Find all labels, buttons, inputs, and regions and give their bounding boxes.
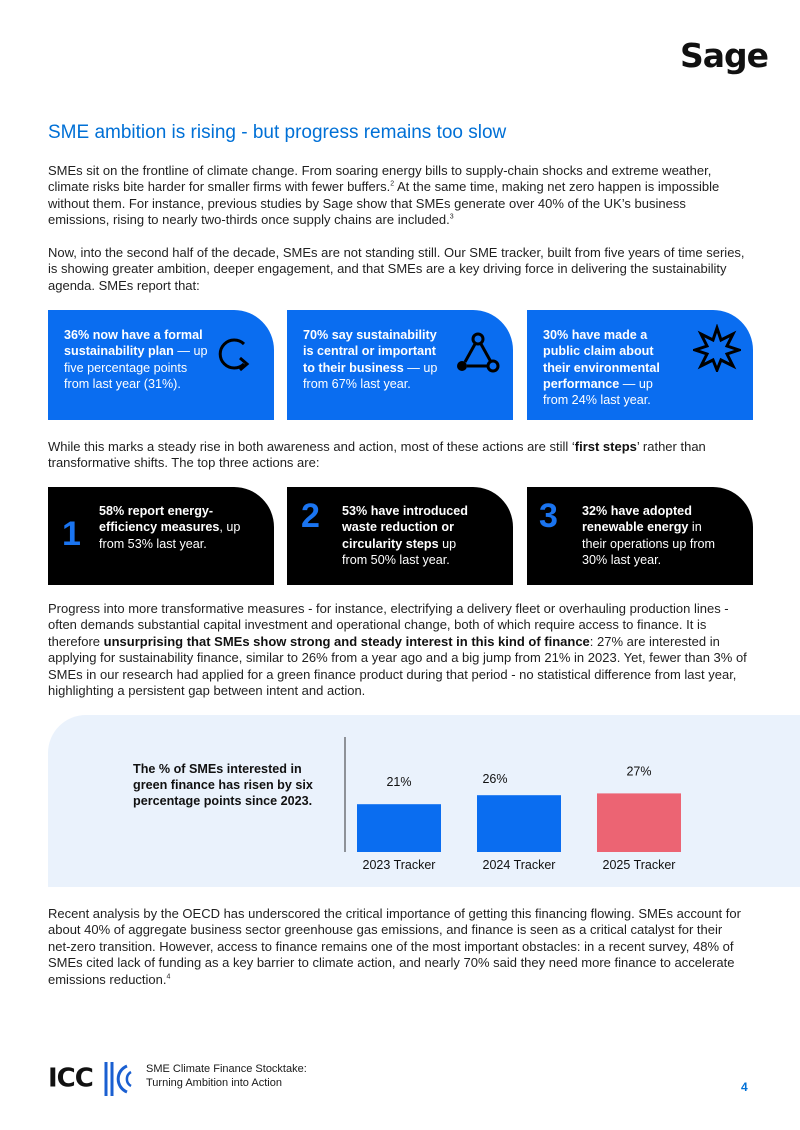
stat-card-sustainability-central — [287, 310, 513, 420]
section-heading: SME ambition is rising - but progress remains too slow — [48, 122, 507, 143]
transition-paragraph: While this marks a steady rise in both awareness and action, most of these actions are still ‘first steps’ rather than transformative shifts. The top three actions are: — [48, 439, 706, 471]
category-label-3: 2025 Tracker — [602, 858, 676, 872]
bar-value-label-1: 21% — [386, 775, 412, 790]
chart-caption: The % of SMEs interested in green finance has risen by six percentage points since 2023. — [133, 762, 313, 808]
action-number: 2 — [301, 497, 320, 535]
stat-card-public-claim — [527, 310, 753, 420]
stat-card-sustainability-plan — [48, 310, 274, 420]
action-card-renewable-energy — [527, 487, 753, 585]
stat-text: 30% have made a public claim about their environmental performance — up from 24% last year. — [543, 328, 660, 408]
intro-paragraph-2: Now, into the second half of the decade, SMEs are not standing still. Our SME tracker, built from five years of time series, is showing greater ambition, deeper engagement, and that SMEs are a key driving force in delivering the sustainability agenda. SMEs report that: — [48, 245, 745, 293]
bar-1 — [357, 804, 441, 852]
refresh-cycle-icon — [214, 330, 258, 376]
page-number: 4 — [741, 1080, 748, 1094]
action-number: 3 — [539, 497, 558, 535]
starburst-icon — [693, 324, 741, 372]
stat-text: 36% now have a formal sustainability plan — up five percentage points from last year (31%). — [64, 328, 208, 391]
action-card-energy-efficiency — [48, 487, 274, 585]
icc-logo-mark — [103, 1060, 135, 1098]
closing-paragraph: Recent analysis by the OECD has underscored the critical importance of getting this financing flowing. SMEs account for about 40% of aggregate business sector greenhouse gas emissions, and finance is seen as a critical catalyst for their net-zero transition. However, access to finance remains one of the most important obstacles: in a recent survey, 48% of SMEs cited lack of funding as a key barrier to climate action, and nearly 70% said they need more finance to accelerate emissions reduction.$^4$ — [48, 906, 741, 987]
action-text: 58% report energy-efficiency measures, up from 53% last year. — [99, 504, 241, 551]
stat-text: 70% say sustainability is central or important to their business — up from 67% last year. — [303, 328, 438, 391]
action-text: 53% have introduced waste reduction or circularity steps up from 50% last year. — [342, 504, 468, 567]
green-finance-bar-chart — [300, 715, 720, 887]
action-card-waste-reduction — [287, 487, 513, 585]
progress-paragraph: Progress into more transformative measures - for instance, electrifying a delivery fleet or overhauling production lines - often demands substantial capital investment and operational change, both of which require access to finance. It is therefore unsurprising that SMEs show strong and steady interest in this kind of finance: 27% are interested in applying for sustainability finance, similar to 26% from a year ago and a big jump from 21% in 2023. Yet, fewer than 3% of SMEs in our research had applied for a green finance product during that period - no statistical difference from last year, highlighting a persistent gap between intent and action. — [48, 601, 747, 699]
action-text: 32% have adopted renewable energy in their operations up from 30% last year. — [582, 504, 716, 567]
icc-logo: ICC — [48, 1060, 135, 1098]
bar-value-label-3: 27% — [626, 764, 652, 779]
intro-paragraph-1: SMEs sit on the frontline of climate change. From soaring energy bills to supply-chain shocks and extreme weather, climate risks bite harder for smaller firms with fewer buffers.$^2$ At the same time, making net zero happen is impossible without them. For instance, previous studies by Sage show that SMEs generate over 40% of the UK’s business emissions, rising to nearly two-thirds once supply chains are included.$^3$ — [48, 163, 720, 228]
category-label-1: 2023 Tracker — [362, 858, 436, 872]
bar-2 — [477, 795, 561, 852]
category-label-2: 2024 Tracker — [482, 858, 556, 872]
action-number: 1 — [62, 515, 81, 553]
bar-value-label-2: 26% — [482, 772, 508, 787]
bar-3 — [597, 793, 681, 852]
network-nodes-icon — [453, 330, 503, 378]
footer-title: SME Climate Finance Stocktake: Turning Ambition into Action — [146, 1063, 307, 1089]
sage-logo: Sage — [680, 36, 769, 75]
